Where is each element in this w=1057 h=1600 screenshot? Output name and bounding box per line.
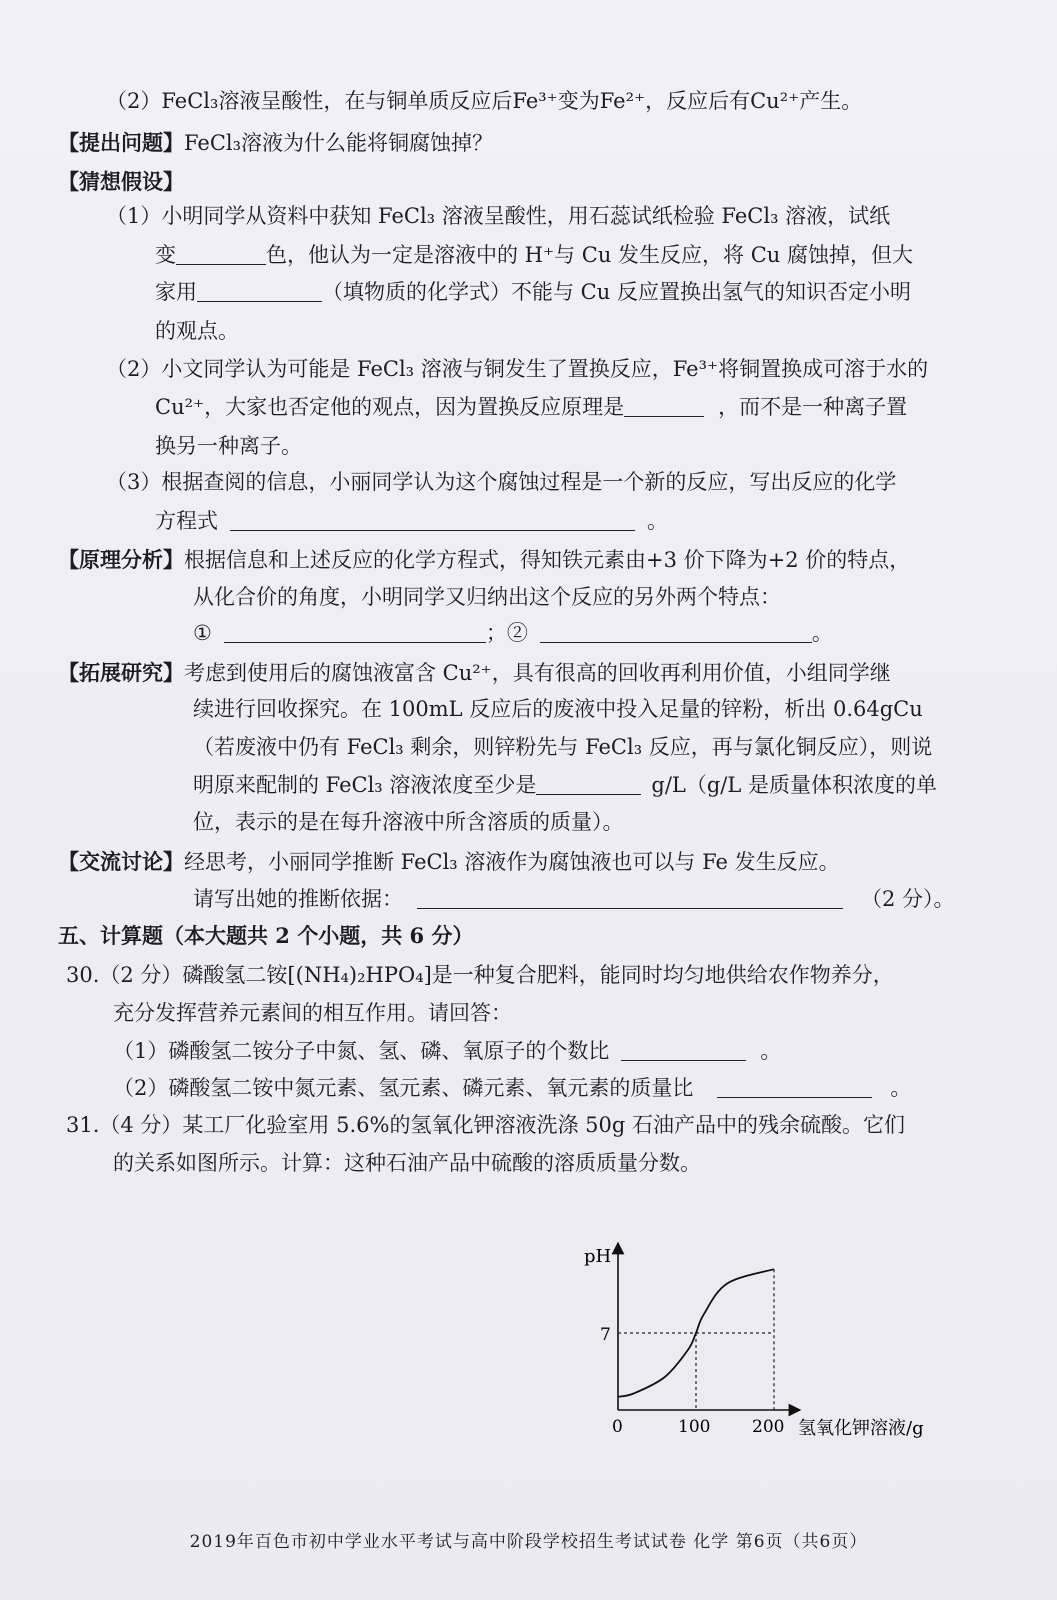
text-fragment: 。 — [811, 621, 833, 645]
text-fragment: 方程式 — [155, 509, 218, 533]
answer-blank-concentration[interactable] — [536, 772, 641, 795]
text-fragment: （填物质的化学式）不能与 Cu 反应置换出氢气的知识否定小明 — [322, 280, 911, 304]
answer-blank-feature-2[interactable] — [540, 620, 812, 643]
principle-analysis-line-a — [58, 545, 910, 575]
x-tick-200: 200 — [752, 1417, 785, 1437]
text-fragment: 经思考，小丽同学推断 FeCl₃ 溶液作为腐蚀液也可以与 Fe 发生反应。 — [184, 850, 840, 874]
answer-blank-equation[interactable] — [230, 508, 635, 531]
hypothesis-3-line-b — [155, 506, 668, 536]
q30-line-c — [113, 1036, 781, 1066]
text-fragment: Cu²⁺，大家也否定他的观点，因为置换反应原理是 — [155, 395, 625, 419]
answer-blank-mass-ratio[interactable] — [717, 1075, 872, 1098]
q31-line-a: 31.（4 分）某工厂化验室用 5.6%的氢氧化钾溶液洗涤 50g 石油产品中的残余硫酸。它们 — [66, 1113, 905, 1137]
text-fragment: （1）磷酸氢二铵分子中氮、氢、磷、氧原子的个数比 — [113, 1039, 610, 1063]
hypothesis-1-line-a: （1）小明同学从资料中获知 FeCl₃ 溶液呈酸性，用石蕊试纸检验 FeCl₃ 溶液，试纸 — [106, 204, 891, 228]
text-fragment: 家用 — [155, 280, 197, 304]
discussion-line-a — [58, 847, 840, 877]
q30-line-d — [113, 1073, 911, 1103]
section-tag-discussion: 【交流讨论】 — [58, 849, 184, 874]
extension-line-c: （若废液中仍有 FeCl₃ 剩余，则锌粉先与 FeCl₃ 反应，再与氯化铜反应），则说 — [193, 735, 933, 759]
text-fragment: （2）磷酸氢二铵中氮元素、氢元素、磷元素、氧元素的质量比 — [113, 1076, 694, 1100]
ph-titration-chart — [580, 1238, 960, 1448]
principle-analysis-line-c — [193, 618, 833, 648]
text-fragment: 色，他认为一定是溶液中的 H⁺与 Cu 发生反应，将 Cu 腐蚀掉，但大 — [266, 243, 913, 267]
text-fragment: 请写出她的推断依据： — [193, 887, 403, 911]
answer-blank-reason[interactable] — [417, 886, 843, 909]
y-tick-7: 7 — [600, 1325, 611, 1345]
section-tag-hypothesis: 【猜想假设】 — [58, 169, 184, 194]
question-text: FeCl₃溶液为什么能将铜腐蚀掉？ — [184, 131, 494, 155]
text-fragment: g/L（g/L 是质量体积浓度的单 — [651, 773, 938, 797]
text-fragment: ；② — [485, 621, 528, 645]
text-fragment: 。 — [760, 1039, 782, 1063]
text-fragment: 考虑到使用后的腐蚀液富含 Cu²⁺，具有很高的回收再利用价值，小组同学继 — [184, 661, 891, 685]
q30-line-b: 充分发挥营养元素间的相互作用。请回答： — [113, 1001, 512, 1025]
q31-line-b: 的关系如图所示。计算：这种石油产品中硫酸的溶质质量分数。 — [113, 1151, 701, 1175]
hypothesis-3-line-a: （3）根据查阅的信息，小丽同学认为这个腐蚀过程是一个新的反应，写出反应的化学 — [106, 470, 897, 494]
text-fragment: 根据信息和上述反应的化学方程式，得知铁元素由+3 价下降为+2 价的特点， — [184, 548, 911, 572]
extension-line-b: 续进行回收探究。在 100mL 反应后的废液中投入足量的锌粉，析出 0.64gCu — [193, 697, 923, 721]
hypothesis-1-line-d: 的观点。 — [155, 319, 239, 343]
hypothesis-2-line-c: 换另一种离子。 — [155, 434, 302, 458]
reference-lines — [618, 1269, 774, 1410]
q30-line-a: 30.（2 分）磷酸氢二铵[(NH₄)₂HPO₄]是一种复合肥料，能同时均匀地供给农作物养分， — [66, 963, 894, 987]
text-fragment: 明原来配制的 FeCl₃ 溶液浓度至少是 — [193, 773, 537, 797]
hypothesis-2-line-a: （2）小文同学认为可能是 FeCl₃ 溶液与铜发生了置换反应，Fe³⁺将铜置换成可溶于水的 — [106, 357, 929, 381]
answer-blank-atom-ratio[interactable] — [621, 1038, 746, 1061]
page-footer: 2019年百色市初中学业水平考试与高中阶段学校招生考试试卷 化学 第6页（共6页） — [189, 1532, 868, 1552]
x-tick-0: 0 — [612, 1417, 623, 1437]
text-fragment: 。 — [890, 1076, 912, 1100]
section-tag-principle: 【原理分析】 — [58, 547, 184, 572]
principle-analysis-line-b: 从化合价的角度，小明同学又归纳出这个反应的另外两个特点： — [193, 585, 781, 609]
hypothesis-1-line-c — [155, 277, 911, 307]
answer-blank-formula[interactable] — [197, 279, 322, 302]
y-axis-label: pH — [584, 1246, 612, 1267]
x-axis-label: 氢氧化钾溶液/g — [798, 1418, 924, 1439]
text-fragment: （2 分）。 — [861, 887, 955, 911]
section-tag-extension: 【拓展研究】 — [58, 660, 184, 685]
hypothesis-1-line-b — [155, 240, 913, 270]
extension-line-a — [58, 658, 891, 688]
extension-line-d — [193, 770, 937, 800]
x-tick-100: 100 — [678, 1417, 711, 1437]
discussion-line-b — [193, 884, 955, 914]
text-fragment: 。 — [647, 509, 668, 533]
info-line-2: （2）FeCl₃溶液呈酸性，在与铜单质反应后Fe³⁺变为Fe²⁺，反应后有Cu²⁺产生。 — [106, 89, 863, 113]
section-tag-question: 【提出问题】 — [58, 130, 184, 155]
answer-blank-principle[interactable] — [624, 394, 704, 417]
section-5-heading: 五、计算题（本大题共 2 个小题，共 6 分） — [58, 923, 474, 948]
answer-blank-feature-1[interactable] — [224, 620, 486, 643]
raise-question — [58, 128, 493, 158]
answer-blank-color[interactable] — [176, 242, 266, 265]
extension-line-e: 位，表示的是在每升溶液中所含溶质的质量）。 — [193, 810, 624, 834]
hypothesis-2-line-b — [155, 392, 907, 422]
text-fragment: ① — [193, 621, 212, 645]
text-fragment: 变 — [155, 243, 176, 267]
text-fragment: ，而不是一种离子置 — [718, 395, 908, 419]
